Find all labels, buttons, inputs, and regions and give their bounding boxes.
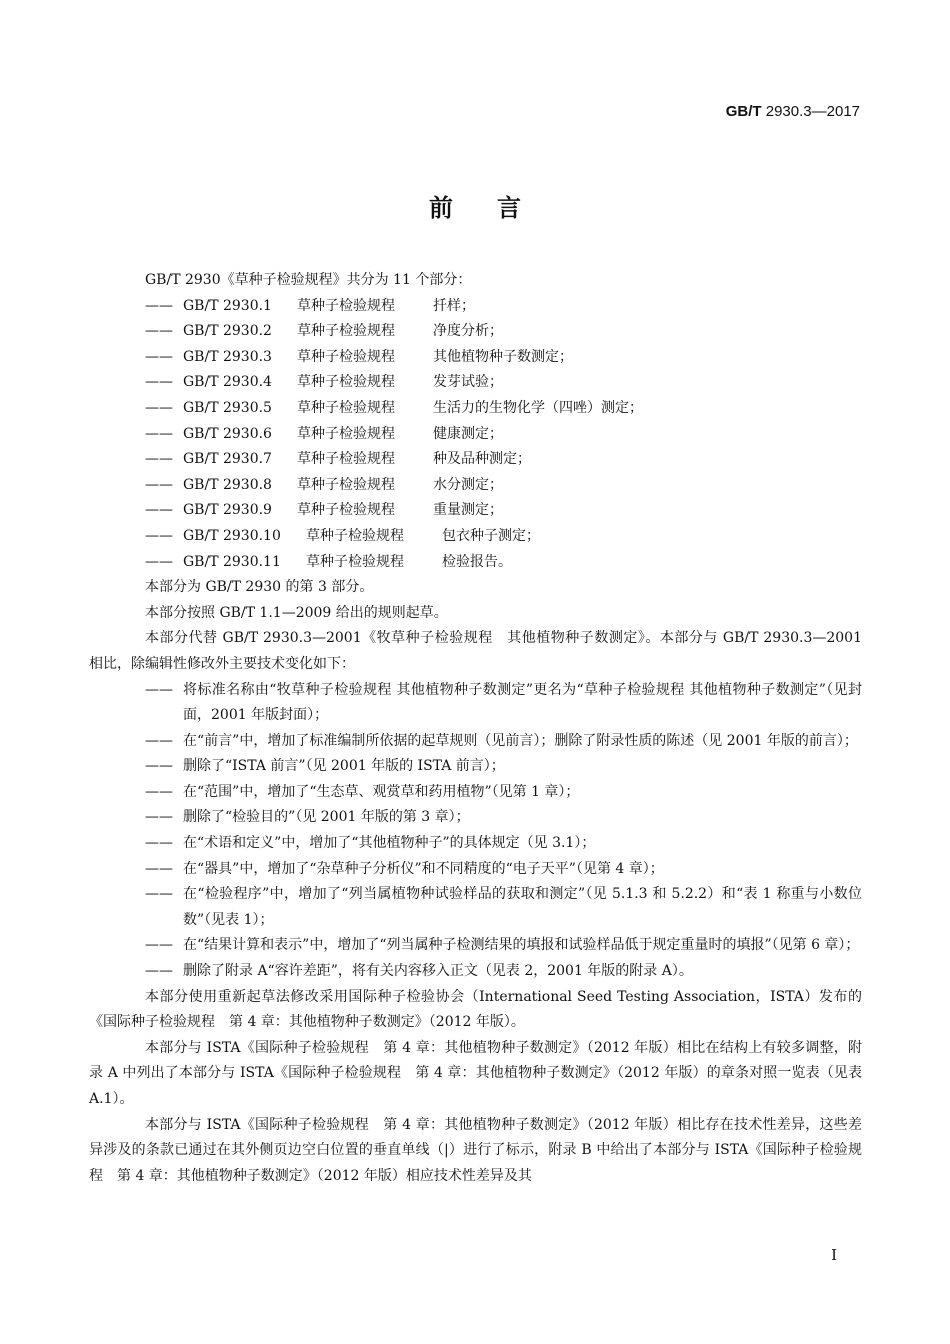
dash: ——: [145, 323, 173, 340]
adoption-paragraph: 本部分使用重新起草法修改采用国际种子检验协会（International Seed Testing Association，ISTA）发布的《国际种子检验规程 第 4 章：其他植物种子数测定》（2012 年版）。: [89, 988, 862, 1031]
part-title: 草种子检验规程: [306, 553, 404, 570]
part-title: 草种子检验规程: [306, 527, 404, 544]
part-code: GB/T 2930.11: [183, 553, 281, 570]
part-code: GB/T 2930.1: [183, 297, 272, 314]
replaces-paragraph: 本部分代替 GB/T 2930.3—2001《牧草种子检验规程 其他植物种子数测定》。本部分与 GB/T 2930.3—2001 相比，除编辑性修改外主要技术变化如下：: [89, 630, 862, 672]
part-subject: 水分测定；: [433, 476, 503, 493]
part-code: GB/T 2930.5: [183, 399, 272, 416]
change-text: 删除了“检验目的”（见 2001 年版的第 3 章）；: [183, 809, 470, 826]
part-title: 草种子检验规程: [297, 425, 395, 442]
dash: ——: [145, 425, 173, 442]
part-title: 草种子检验规程: [297, 502, 395, 519]
change-text: 在“结果计算和表示”中，增加了“列当属种子检测结果的填报和试验样品低于规定重量时的填报”（见第 6 章）；: [183, 937, 860, 954]
part-title: 草种子检验规程: [297, 323, 395, 340]
standard-prefix: GB/T: [725, 103, 762, 120]
list-item: [145, 678, 862, 729]
dash: ——: [145, 681, 173, 698]
dash: ——: [145, 348, 173, 365]
list-item: [145, 754, 862, 780]
list-item: [145, 959, 862, 985]
part-code: GB/T 2930.6: [183, 425, 272, 442]
list-item: [145, 524, 862, 550]
list-item: [145, 345, 862, 371]
list-item: [145, 857, 862, 883]
change-text: 删除了“ISTA 前言”（见 2001 年版的 ISTA 前言）；: [183, 758, 505, 775]
list-item: [145, 396, 862, 422]
part-subject: 重量测定；: [433, 502, 503, 519]
dash: ——: [145, 527, 173, 544]
part-subject: 健康测定；: [433, 425, 503, 442]
drafting-rules-paragraph: 本部分按照 GB/T 1.1—2009 给出的规则起草。: [145, 604, 448, 621]
page-number: I: [831, 1246, 837, 1264]
change-text: 在“前言”中，增加了标准编制所依据的起草规则（见前言）；删除了附录性质的陈述（见 2001 年版的前言）；: [183, 732, 858, 749]
list-item: [145, 498, 862, 524]
change-text: 在“范围”中，增加了“生态草、观赏草和药用植物”（见第 1 章）；: [183, 783, 580, 800]
part-code: GB/T 2930.10: [183, 527, 281, 544]
change-text: 在“器具”中，增加了“杂草种子分析仪”和不同精度的“电子天平”（见第 4 章）；: [183, 860, 664, 877]
part-subject: 其他植物种子数测定；: [433, 348, 573, 365]
dash: ——: [145, 451, 173, 468]
part-subject: 净度分析；: [433, 323, 503, 340]
change-text: 删除了附录 A“容许差距”，将有关内容移入正文（见表 2，2001 年版的附录 A）。: [183, 963, 693, 980]
part-subject: 发芽试验；: [433, 374, 503, 391]
intro-paragraph: GB/T 2930《草种子检验规程》共分为 11 个部分：: [145, 272, 472, 288]
changes-list: [89, 678, 862, 985]
parts-list: [89, 294, 862, 576]
list-item: [145, 319, 862, 345]
part-code: GB/T 2930.7: [183, 451, 272, 468]
part-title: 草种子检验规程: [297, 374, 395, 391]
dash: ——: [145, 809, 173, 826]
dash: ——: [145, 297, 173, 314]
part-code: GB/T 2930.3: [183, 348, 272, 365]
dash: ——: [145, 374, 173, 391]
structure-paragraph: 本部分与 ISTA《国际种子检验规程 第 4 章：其他植物种子数测定》（2012 年版）相比在结构上有较多调整，附录 A 中列出了本部分与 ISTA《国际种子检验规程 第 4 章：其他植物种子数测定》（2012 年版）的章条对照一览表（见表 A.1）。: [89, 1039, 862, 1107]
dash: ——: [145, 860, 173, 877]
part-title: 草种子检验规程: [297, 297, 395, 314]
list-item: [145, 422, 862, 448]
list-item: [145, 550, 862, 576]
change-text: 在“术语和定义”中，增加了“其他植物种子”的具体规定（见 3.1）；: [183, 835, 596, 852]
list-item: [145, 831, 862, 857]
dash: ——: [145, 758, 173, 775]
part-subject: 生活力的生物化学（四唑）测定；: [433, 399, 643, 416]
change-text: 在“检验程序”中，增加了“列当属植物种试验样品的获取和测定”（见 5.1.3 和 5.2.2）和“表 1 称重与小数位数”（见表 1）；: [183, 886, 862, 928]
technical-differences-paragraph: 本部分与 ISTA《国际种子检验规程 第 4 章：其他植物种子数测定》（2012 年版）相比存在技术性差异，这些差异涉及的条款已通过在其外侧页边空白位置的垂直单线（|）进行了标示，附录 B 中给出了本部分与 ISTA《国际种子检验规程 第 4 章：其他植物种子数测定》（2012 年版）相应技术性差异及其: [89, 1116, 862, 1184]
part-code: GB/T 2930.4: [183, 374, 272, 391]
dash: ——: [145, 783, 173, 800]
dash: ——: [145, 732, 173, 749]
part-subject: 扦样；: [433, 297, 475, 314]
list-item: [145, 729, 862, 755]
dash: ——: [145, 886, 173, 903]
dash: ——: [145, 502, 173, 519]
part-subject: 种及品种测定；: [433, 451, 531, 468]
part-subject: 包衣种子测定；: [442, 527, 540, 544]
part-code: GB/T 2930.8: [183, 476, 272, 493]
list-item: [145, 933, 862, 959]
change-text: 将标准名称由“牧草种子检验规程 其他植物种子数测定”更名为“草种子检验规程 其他植物种子数测定”（见封面，2001 年版封面）；: [183, 681, 862, 724]
dash: ——: [145, 963, 173, 980]
part-title: 草种子检验规程: [297, 399, 395, 416]
part-title: 草种子检验规程: [297, 348, 395, 365]
part-of-paragraph: 本部分为 GB/T 2930 的第 3 部分。: [145, 579, 374, 596]
dash: ——: [145, 937, 173, 954]
dash: ——: [145, 835, 173, 852]
dash: ——: [145, 476, 173, 493]
part-code: GB/T 2930.2: [183, 323, 272, 340]
foreword-body: [89, 268, 862, 1189]
list-item: [145, 447, 862, 473]
part-title: 草种子检验规程: [297, 476, 395, 493]
list-item: [145, 294, 862, 320]
list-item: [145, 882, 862, 933]
list-item: [145, 780, 862, 806]
standard-number: 2930.3—2017: [765, 103, 860, 120]
dash: ——: [145, 553, 173, 570]
list-item: [145, 805, 862, 831]
list-item: [145, 473, 862, 499]
standard-id: [726, 103, 860, 120]
page-title: 前言: [429, 193, 565, 222]
dash: ——: [145, 399, 173, 416]
part-code: GB/T 2930.9: [183, 502, 272, 519]
list-item: [145, 370, 862, 396]
part-title: 草种子检验规程: [297, 451, 395, 468]
part-subject: 检验报告。: [442, 553, 512, 570]
